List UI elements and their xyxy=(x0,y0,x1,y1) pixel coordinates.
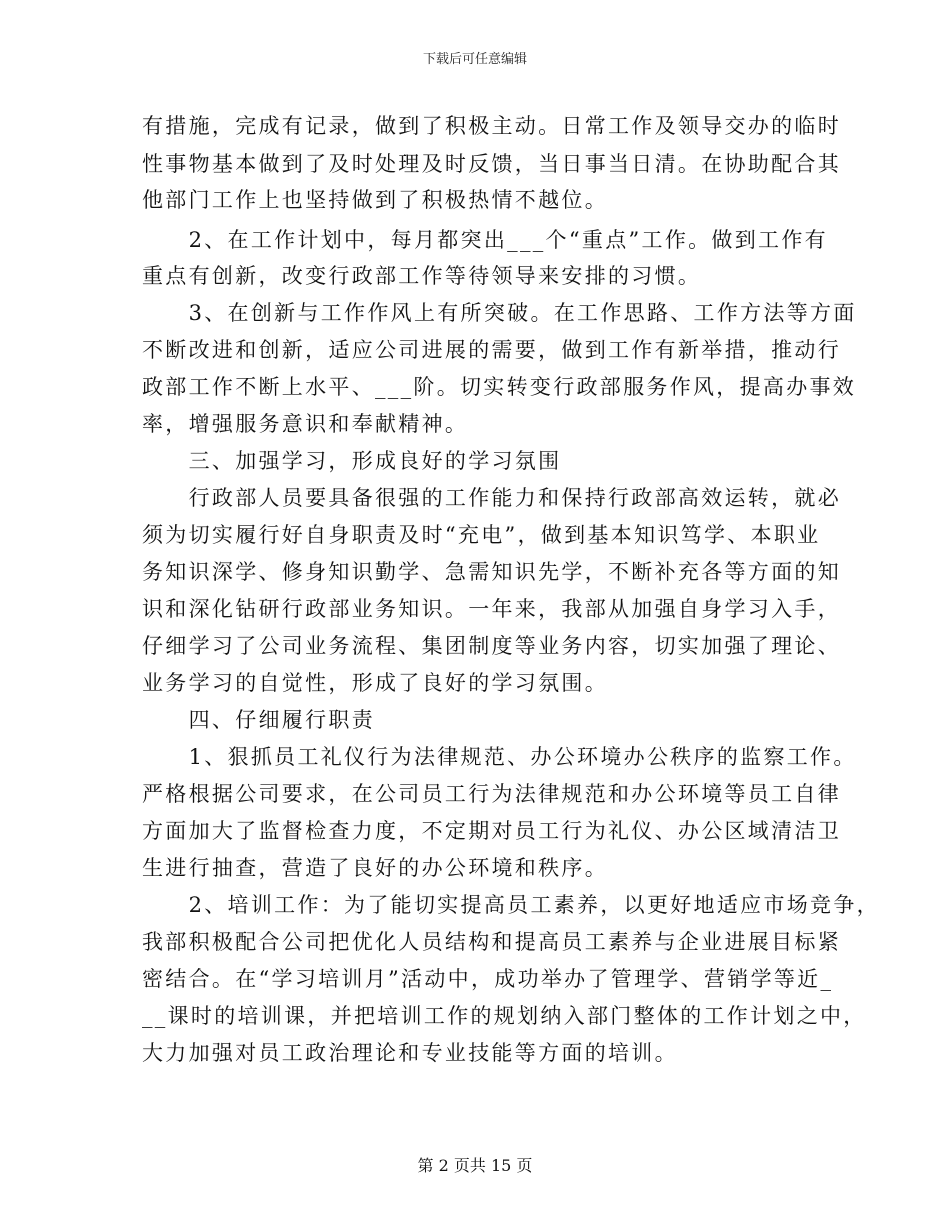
body-line: 业务学习的自觉性，形成了良好的学习氛围。 xyxy=(142,671,608,695)
page-header: 下载后可任意编辑 xyxy=(422,52,527,67)
body-line: 1、狠抓员工礼仪行为法律规范、办公环境办公秩序的监察工作。 xyxy=(142,745,857,769)
body-line: 务知识深学、修身知识勤学、急需知识先学，不断补充各等方面的知 xyxy=(142,560,841,584)
body-line: 密结合。在“学习培训月”活动中，成功举办了管理学、营销学等近_ xyxy=(142,967,834,991)
body-line: 行政部人员要具备很强的工作能力和保持行政部高效运转，就必 xyxy=(142,486,841,510)
page-footer: 第 2 页共 15 页 xyxy=(417,1156,533,1175)
body-line: 有措施，完成有记录，做到了积极主动。日常工作及领导交办的临时 xyxy=(142,114,841,138)
section-heading: 三、加强学习，形成良好的学习氛围 xyxy=(142,449,562,473)
body-line: 识和深化钻研行政部业务知识。一年来，我部从加强自身学习入手， xyxy=(142,597,841,621)
body-line: 生进行抽查，营造了良好的办公环境和秩序。 xyxy=(142,856,608,880)
body-line: 大力加强对员工政治理论和专业技能等方面的培训。 xyxy=(142,1041,678,1065)
body-line: 我部积极配合公司把优化人员结构和提高员工素养与企业进展目标紧 xyxy=(142,930,841,954)
body-line: 重点有创新，改变行政部工作等待领导来安排的习惯。 xyxy=(142,264,702,288)
body-line: 率，增强服务意识和奉献精神。 xyxy=(142,412,469,436)
body-line: 3、在创新与工作作风上有所突破。在工作思路、工作方法等方面 xyxy=(142,301,857,325)
body-line: 不断改进和创新，适应公司进展的需要，做到工作有新举措，推动行 xyxy=(142,338,841,362)
body-line: 他部门工作上也坚持做到了积极热情不越位。 xyxy=(142,188,608,212)
body-line: __课时的培训课，并把培训工作的规划纳入部门整体的工作计划之中， xyxy=(142,1004,867,1028)
body-line: 方面加大了监督检查力度，不定期对员工行为礼仪、办公区域清洁卫 xyxy=(142,819,841,843)
section-heading: 四、仔细履行职责 xyxy=(142,708,375,732)
body-line: 仔细学习了公司业务流程、集团制度等业务内容，切实加强了理论、 xyxy=(142,634,841,658)
body-line: 政部工作不断上水平、___阶。切实转变行政部服务作风，提高办事效 xyxy=(142,375,857,399)
body-line: 性事物基本做到了及时处理及时反馈，当日事当日清。在协助配合其 xyxy=(142,152,841,176)
body-line: 2、在工作计划中，每月都突出___个“重点”工作。做到工作有 xyxy=(142,228,828,252)
body-line: 严格根据公司要求，在公司员工行为法律规范和办公环境等员工自律 xyxy=(142,782,841,806)
body-line: 须为切实履行好自身职责及时“充电”，做到基本知识笃学、本职业 xyxy=(142,523,821,547)
body-line: 2、培训工作：为了能切实提高员工素养，以更好地适应市场竞争， xyxy=(142,893,880,917)
